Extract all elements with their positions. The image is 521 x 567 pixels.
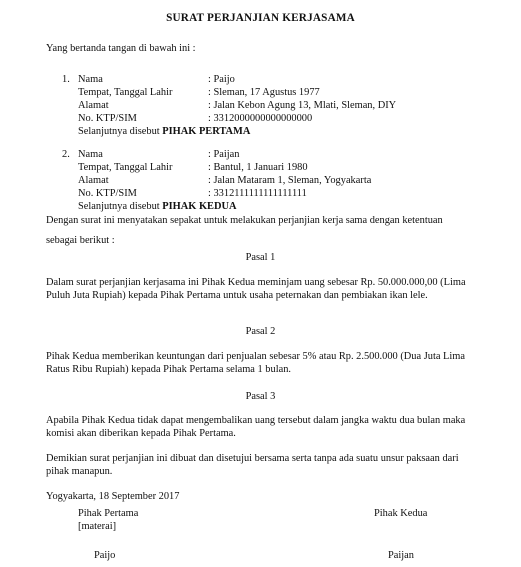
signature-left-name: Paijo	[94, 550, 116, 561]
party-2-id-value: : 3312111111111111111	[208, 188, 307, 199]
party-1-address-label: Alamat	[78, 100, 109, 111]
pasal-3-title: Pasal 3	[245, 391, 276, 402]
signature-right-label: Pihak Kedua	[374, 508, 428, 519]
party-2-called-prefix: Selanjutnya disebut	[78, 201, 163, 212]
party-1-called-name: PIHAK PERTAMA	[162, 126, 251, 137]
party-1-called-prefix: Selanjutnya disebut	[78, 126, 163, 137]
pasal-1-text: Dalam surat perjanjian kerjasama ini Pihak Kedua meminjam uang sebesar Rp. 50.000.000,00 (Lima Puluh Juta Rupiah) kepada Pihak Pertama untuk usaha peternakan dan pembiakan ikan lele.	[46, 277, 466, 301]
agreement-text-line-2: sebagai berikut :	[46, 235, 115, 246]
party-1-name-label: Nama	[78, 74, 103, 85]
pasal-3-text: Apabila Pihak Kedua tidak dapat mengembalikan uang tersebut dalam jangka waktu dua bulan maka komisi akan diberikan kepada Pihak Pertama.	[46, 415, 466, 439]
signature-left-stamp: [materai]	[78, 521, 117, 532]
party-2-row-address	[0, 174, 521, 187]
party-1-birth-label: Tempat, Tanggal Lahir	[78, 87, 173, 98]
party-1-row-name	[0, 73, 521, 86]
party-2-row-birth	[0, 161, 521, 174]
pasal-2-text: Pihak Kedua memberikan keuntungan dari penjualan sebesar 5% atau Rp. 2.500.000 (Dua Juta Lima Ratus Ribu Rupiah) kepada Pihak Pertama selama 1 bulan.	[46, 351, 465, 375]
party-1-name-value: : Paijo	[208, 74, 235, 85]
signature-left-label: Pihak Pertama	[78, 508, 139, 519]
party-2-id-label: No. KTP/SIM	[78, 188, 137, 199]
party-2-birth-value: : Bantul, 1 Januari 1980	[208, 162, 308, 173]
party-1-address-value: : Jalan Kebon Agung 13, Mlati, Sleman, DIY	[208, 100, 397, 111]
party-1-row-id	[0, 112, 521, 125]
party-2-row-id	[0, 187, 521, 200]
party-1-row-address	[0, 99, 521, 112]
pasal-1-title: Pasal 1	[245, 252, 276, 263]
party-2-row-name	[0, 148, 521, 161]
party-1-row-birth	[0, 86, 521, 99]
closing-text: Demikian surat perjanjian ini dibuat dan disetujui bersama serta tanpa ada suatu unsur paksaan dari pihak manapun.	[46, 453, 459, 477]
place-date: Yogyakarta, 18 September 2017	[46, 491, 180, 502]
party-1-called	[78, 125, 250, 138]
intro-text: Yang bertanda tangan di bawah ini :	[46, 43, 196, 54]
party-2-called-name: PIHAK KEDUA	[162, 201, 237, 212]
party-1-id-value: : 3312000000000000000	[208, 113, 313, 124]
party-2-called	[78, 200, 236, 213]
party-2-name-value: : Paijan	[208, 149, 240, 160]
pasal-2-title: Pasal 2	[245, 326, 276, 337]
signature-right-name: Paijan	[388, 550, 414, 561]
party-2-address-value: : Jalan Mataram 1, Sleman, Yogyakarta	[208, 175, 372, 186]
party-1-birth-value: : Sleman, 17 Agustus 1977	[208, 87, 320, 98]
party-2-birth-label: Tempat, Tanggal Lahir	[78, 162, 173, 173]
document-title: SURAT PERJANJIAN KERJASAMA	[166, 12, 355, 24]
party-2-number: 2.	[62, 149, 70, 160]
agreement-text-line-1: Dengan surat ini menyatakan sepakat untuk melakukan perjanjian kerja sama dengan ketentuan	[46, 215, 443, 226]
party-2-name-label: Nama	[78, 149, 103, 160]
party-1-number: 1.	[62, 74, 70, 85]
party-1-id-label: No. KTP/SIM	[78, 113, 137, 124]
party-2-address-label: Alamat	[78, 175, 109, 186]
